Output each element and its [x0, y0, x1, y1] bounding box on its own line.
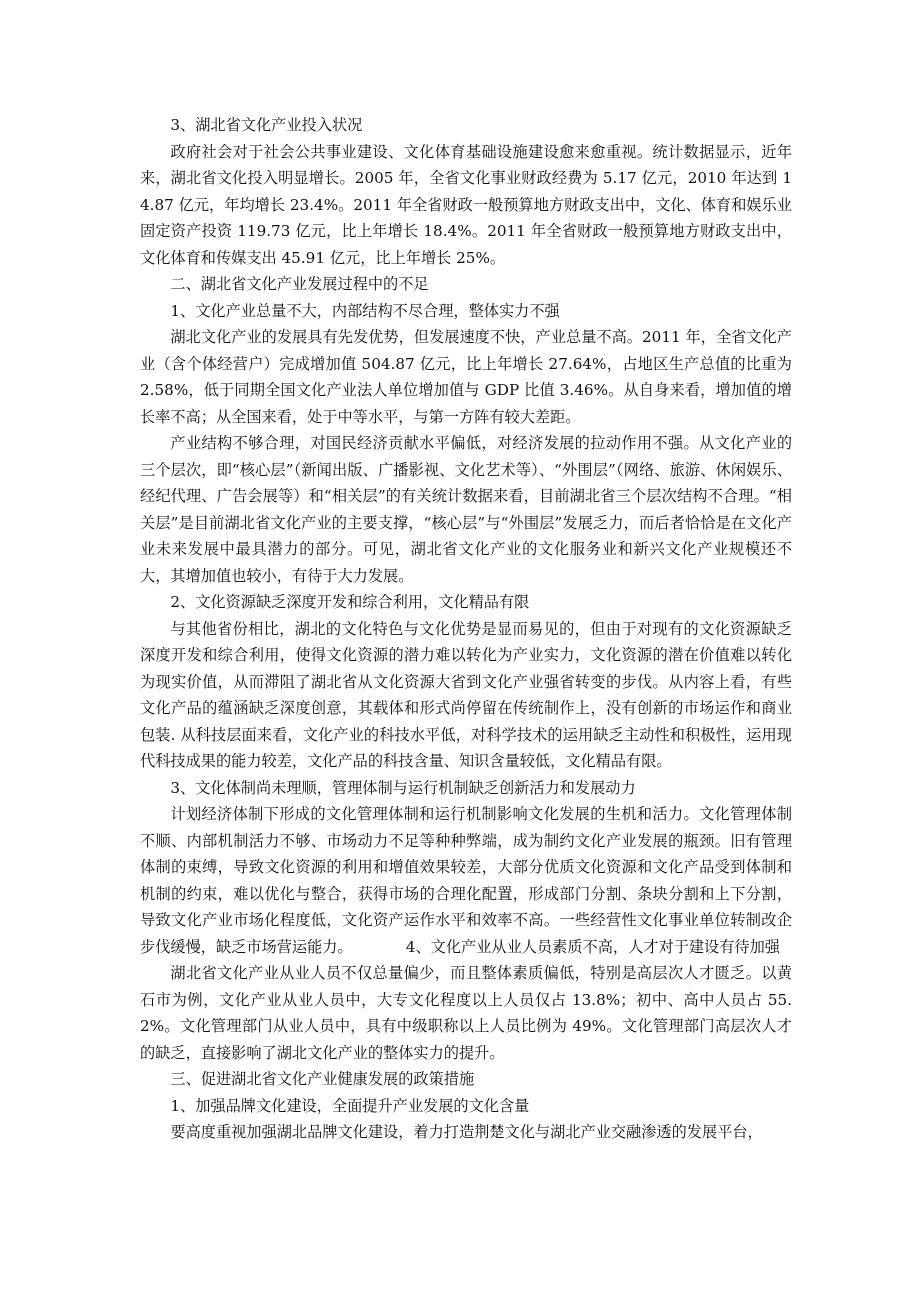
subheading-scale: 1、文化产业总量不大，内部结构不尽合理，整体实力不强: [170, 301, 560, 320]
section-heading-investment: 3、湖北省文化产业投入状况: [170, 116, 363, 134]
subheading-resources: 2、文化资源缺乏深度开发和综合利用，文化精品有限: [170, 593, 530, 611]
paragraph-structure: 产业结构不够合理，对国民经济贡献水平偏低，对经济发展的拉动作用不强。从文化产业的三个层次，即“核心层”（新闻出版、广播影视、文化艺术等）、“外围层”（网络、旅游、休闲娱乐、经纪代理、广告会展等）和“相关层”的有关统计数据来看，目前湖北省三个层次结构不合理。“相关层”是目前湖北省文化产业的主要支撑，“核心层”与“外围层”发展乏力，而后者恰恰是在文化产业未来发展中最具潜力的部分。可见，湖北省文化产业的文化服务业和新兴文化产业规模还不大，其增加值也较小，有待于大力发展。: [140, 434, 792, 585]
subheading-system: 3、文化体制尚未理顺，管理体制与运行机制缺乏创新活力和发展动力: [170, 778, 636, 797]
paragraph-resources: 与其他省份相比，湖北的文化特色与文化优势是显而易见的，但由于对现有的文化资源缺乏深度开发和综合利用，使得文化资源的潜力难以转化为产业实力，文化资源的潜在价值难以转化为现实价值，从而滞阻了湖北省从文化资源大省到文化产业强省转变的步伐。从内容上看，有些文化产品的蕴涵缺乏深度创意，其载体和形式尚停留在传统制作上，没有创新的市场运作和商业包装. 从科技层面来看，文化产业的科技水平低，对科学技术的运用缺乏主动性和积极性，运用现代科技成果的能力较差，文化产品的科技含量、知识含量较低，文化精品有限。: [140, 619, 792, 770]
document-body: [140, 112, 792, 1146]
subheading-brand: 1、加强品牌文化建设，全面提升产业发展的文化含量: [170, 1096, 530, 1115]
paragraph-scale: 湖北文化产业的发展具有先发优势，但发展速度不快，产业总量不高。2011 年，全省文化产业（含个体经营户）完成增加值 504.87 亿元，比上年增长 27.64%，占地区生产总值的比重为 2.58%，低于同期全国文化产业法人单位增加值与 GDP 比值 3.46%。从自身来看，增加值的增长率不高；从全国来看，处于中等水平，与第一方阵有较大差距。: [140, 328, 792, 426]
section-heading-shortcomings: 二、湖北省文化产业发展过程中的不足: [170, 275, 429, 293]
paragraph-investment: 政府社会对于社会公共事业建设、文化体育基础设施建设愈来愈重视。统计数据显示，近年来，湖北省文化投入明显增长。2005 年，全省文化事业财政经费为 5.17 亿元，2010 年达到 14.87 亿元，年均增长 23.4%。2011 年全省财政一般预算地方财政支出中，文化、体育和娱乐业固定资产投资 119.73 亿元，比上年增长 18.4%。2011 年全省财政一般预算地方财政支出中，文化体育和传媒支出 45.91 亿元，比上年增长 25%。: [140, 142, 792, 267]
paragraph-brand: 要高度重视加强湖北品牌文化建设，着力打造荆楚文化与湖北产业交融渗透的发展平台，: [170, 1123, 763, 1141]
paragraph-personnel: 湖北省文化产业从业人员不仅总量偏少，而且整体素质偏低，特别是高层次人才匮乏。以黄石市为例，文化产业从业人员中，大专文化程度以上人员仅占 13.8%；初中、高中人员占 55.2%。文化管理部门从业人员中，具有中级职称以上人员比例为 49%。文化管理部门高层次人才的缺乏，直接影响了湖北文化产业的整体实力的提升。: [140, 964, 792, 1062]
section-heading-policy: 三、促进湖北省文化产业健康发展的政策措施: [170, 1070, 475, 1088]
paragraph-system: 计划经济体制下形成的文化管理体制和运行机制影响文化发展的生机和活力。文化管理体制不顺、内部机制活力不够、市场动力不足等种种弊端，成为制约文化产业发展的瓶颈。旧有管理体制的束缚，导致文化资源的利用和增值效果较差，大部分优质文化资源和文化产品受到体制和机制的约束，难以优化与整合，获得市场的合理化配置，形成部门分割、条块分割和上下分割，导致文化产业市场化程度低，文化资产运作水平和效率不高。一些经营性文化事业单位转制改企步伐缓慢，缺乏市场营运能力。 4、文化产业从业人员素质不高，人才对于建设有待加强: [140, 805, 792, 956]
